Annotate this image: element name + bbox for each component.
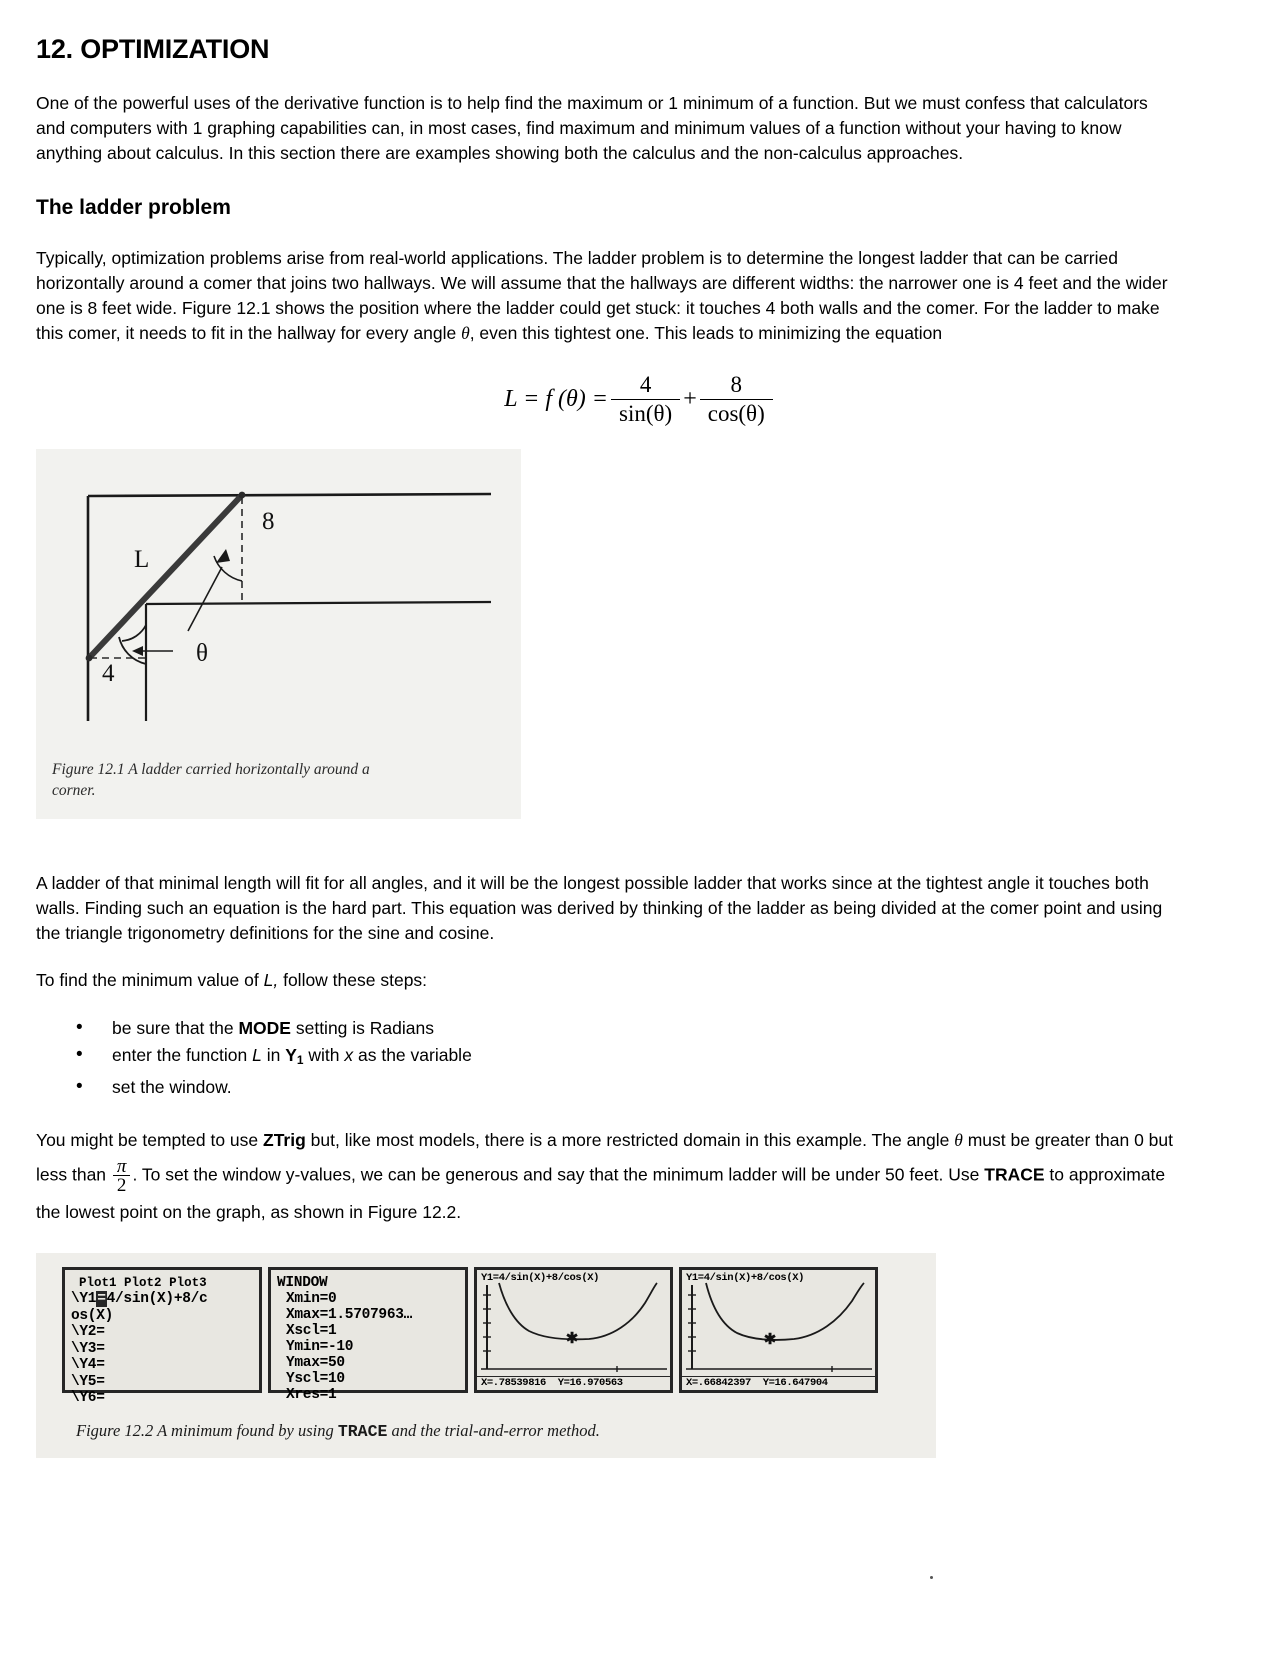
graph-right-trace-y: Y=16.647904 [762, 1376, 828, 1389]
window-xscl[interactable]: Xscl=1 [286, 1322, 337, 1339]
fraction-2-numerator: 8 [730, 372, 742, 397]
ztrig-text-1: You might be tempted to use [36, 1129, 264, 1150]
list-item [76, 1074, 1244, 1101]
step-2-text-a: enter the function [112, 1045, 253, 1065]
page-title: 12. OPTIMIZATION [36, 34, 270, 64]
window-xres[interactable]: Xres=1 [286, 1386, 337, 1403]
step-2-variable-L: L [252, 1045, 262, 1065]
plot-tabs-row [71, 1275, 253, 1292]
scan-artifact-dot [930, 1576, 933, 1579]
y6-line: \Y6= [71, 1390, 105, 1407]
ztrig-theta-symbol: θ [954, 1129, 963, 1150]
y3-line: \Y3= [71, 1340, 105, 1357]
ladder-paragraph-text-2: , even this tightest one. This leads to minimizing the equation [469, 323, 943, 343]
svg-text:✱: ✱ [763, 1330, 777, 1348]
y1-function-line [71, 1291, 253, 1308]
step-2-text-c: with [303, 1045, 345, 1065]
ladder-paragraph-text-1: Typically, optimization problems arise from real-world applications. The ladder problem is to determine the longest ladder that can be carried horizontally around a comer that joins two hallways. We will assume that the hallways are different widths: the narrower one is 4 feet and the wider one is 8 feet wide. Figure 12.1 shows the position where the ladder could get stuck: it touches 4 both walls and the comer. For the ladder to make this comer, it needs to fit in the hallway for every angle [36, 248, 1168, 343]
svg-text:4: 4 [102, 660, 115, 687]
graph-right-plot [682, 1283, 875, 1377]
intro-paragraph: One of the powerful uses of the derivative function is to help find the maximum or 1 minimum of a function. But we must confess that calculators and computers with 1 graphing capabilities can, in most cases, find maximum and minimum values of a function without your having to know anything about calculus. In this section there are examples showing both the calculus and the non-calculus approaches. [36, 93, 1148, 163]
steps-intro [36, 968, 1176, 993]
ztrig-text-2: but, like most models, there is a more restricted domain in this example. The angle [305, 1129, 955, 1150]
svg-text:✱: ✱ [565, 1329, 579, 1347]
calculator-graph-screen-left [474, 1267, 673, 1393]
equation-lhs: L = f (θ) = [504, 386, 608, 412]
figure-12-1-caption-line-2: corner. [52, 782, 96, 799]
ztrig-text-4: . To set the window y-values, we can be generous and say that the minimum ladder will be under 50 feet. Use [132, 1164, 985, 1185]
step-1-text-a: be sure that the [112, 1018, 239, 1038]
steps-list [36, 1015, 1244, 1101]
y2-line: \Y2= [71, 1324, 105, 1341]
two-denominator: 2 [116, 1174, 127, 1196]
calculator-window-screen [268, 1267, 468, 1403]
step-2-variable-x: x [344, 1045, 354, 1065]
y1-equals-highlight: = [97, 1291, 106, 1308]
equation-fraction-1 [611, 372, 680, 427]
step-2-text-d: as the variable [353, 1045, 472, 1065]
graph-left-trace-x: X=.78539816 [481, 1376, 546, 1389]
step-2-y-keyword: Y [285, 1045, 297, 1065]
y1-wrap-line: os(X) [71, 1307, 114, 1324]
step-2-y-subscript: 1 [296, 1052, 304, 1067]
list-item [76, 1042, 1244, 1074]
graph-left-header: Y1=4/sin(X)+8/cos(X) [481, 1271, 600, 1284]
steps-intro-variable: L, [263, 970, 279, 990]
figure-12-2-caption-post: and the trial-and-error method. [387, 1420, 600, 1440]
graph-left-plot [477, 1283, 670, 1377]
y4-line: \Y4= [71, 1357, 105, 1374]
fraction-1-denominator: sin(θ) [619, 401, 673, 426]
figure-12-2 [36, 1253, 936, 1458]
equation-fraction-2 [700, 372, 773, 427]
ztrig-keyword: ZTrig [263, 1129, 306, 1150]
pi-numerator: π [116, 1155, 127, 1177]
fraction-2-denominator: cos(θ) [707, 401, 765, 426]
trace-keyword: TRACE [984, 1164, 1045, 1185]
figure-12-2-caption-trace-keyword: TRACE [337, 1421, 388, 1441]
graph-left-trace-readout [477, 1376, 670, 1389]
ladder-diagram [36, 449, 521, 759]
window-ymin[interactable]: Ymin=-10 [286, 1338, 354, 1355]
section-heading: The ladder problem [36, 196, 231, 219]
ladder-problem-paragraph [36, 246, 1176, 346]
step-3-text: set the window. [112, 1076, 232, 1097]
step-2-text-b: in [261, 1045, 286, 1065]
figure-12-2-caption [76, 1421, 600, 1441]
ztrig-text-3: must be greater than 0 but less than [36, 1129, 1173, 1185]
graph-right-header: Y1=4/sin(X)+8/cos(X) [686, 1271, 805, 1284]
graph-left-trace-y: Y=16.970563 [557, 1376, 623, 1389]
figure-12-1 [36, 449, 521, 819]
figure-12-1-caption-line-1: Figure 12.1 A ladder carried horizontally around a [52, 761, 370, 778]
window-yscl[interactable]: Yscl=10 [286, 1370, 345, 1387]
steps-intro-text-b: follow these steps: [278, 970, 428, 990]
figure-12-2-caption-pre: Figure 12.2 A minimum found by using [76, 1420, 338, 1440]
y5-line: \Y5= [71, 1373, 105, 1390]
window-xmin[interactable]: Xmin=0 [286, 1290, 337, 1307]
plot3-tab[interactable]: Plot3 [169, 1275, 207, 1290]
list-item [76, 1015, 1244, 1042]
calculator-graph-screen-right [679, 1267, 878, 1393]
calculator-y-editor-screen [62, 1267, 262, 1407]
step-1-text-b: setting is Radians [290, 1018, 434, 1038]
ladder-equation [36, 372, 1244, 427]
window-ymax[interactable]: Ymax=50 [286, 1354, 345, 1371]
svg-text:θ: θ [196, 640, 208, 667]
pi-over-two-fraction [113, 1155, 131, 1196]
svg-text:L: L [134, 546, 150, 573]
calculator-screens-row [62, 1267, 878, 1407]
y1-label: \Y1 [71, 1291, 97, 1308]
graph-right-trace-x: X=.66842397 [686, 1376, 751, 1389]
svg-text:8: 8 [262, 508, 275, 535]
step-1-mode-keyword: MODE [238, 1018, 291, 1038]
fraction-1-numerator: 4 [639, 372, 652, 397]
window-xmax[interactable]: Xmax=1.5707963… [286, 1306, 413, 1323]
steps-intro-text-a: To find the minimum value of [36, 970, 264, 990]
equation-operator: + [683, 386, 697, 412]
plot2-tab[interactable]: Plot2 [124, 1275, 162, 1290]
figure-12-1-caption [52, 759, 502, 801]
ztrig-text-5: to approximate the lowest point on the graph, as shown in Figure 12.2. [36, 1164, 1166, 1222]
ztrig-paragraph [36, 1123, 1176, 1229]
graph-right-trace-readout [682, 1376, 875, 1389]
after-figure-paragraph: A ladder of that minimal length will fit for all angles, and it will be the longest possible ladder that works since at the tightest angle it touches both walls. Finding such an equation is the hard part. This equation was derived by thinking of the ladder as being divided at the comer point and using the triangle trigonometry definitions for the sine and cosine. [36, 873, 1163, 943]
theta-symbol: θ [461, 323, 470, 343]
plot1-tab[interactable]: Plot1 [79, 1275, 117, 1290]
y1-expression: 4/sin(X)+8/c [106, 1291, 208, 1308]
window-screen-title: WINDOW [277, 1274, 328, 1291]
